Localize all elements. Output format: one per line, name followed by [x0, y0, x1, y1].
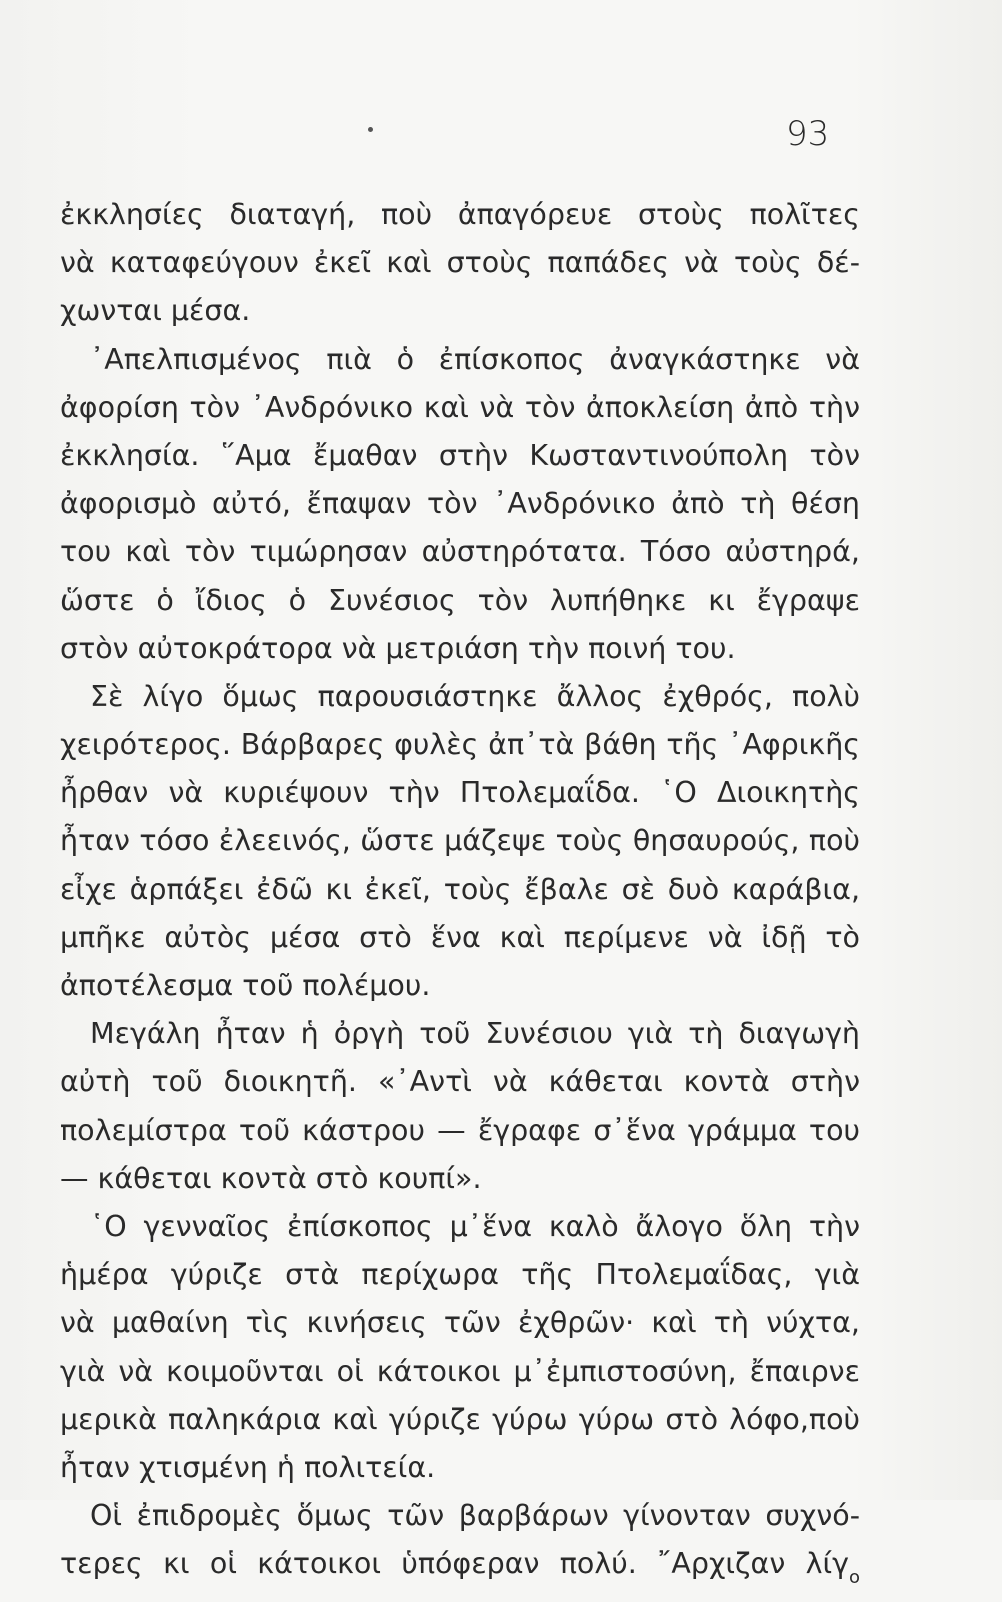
line-text: πολεμίστρα τοῦ κάστρου — ἔγραφε σ᾿ἕνα γράμμα του — [60, 1113, 860, 1147]
line-text: γιὰ νὰ κοιμοῦνται οἱ κάτοικοι μ᾿ἐμπιστοσύνη, ἔπαιρνε — [60, 1354, 860, 1388]
line-text: ἦταν χτισμένη ἡ πολιτεία. — [60, 1450, 436, 1484]
print-mark — [368, 127, 373, 132]
text-line — [60, 625, 860, 673]
text-line — [60, 432, 860, 480]
text-line — [60, 1010, 860, 1058]
text-line — [60, 1058, 860, 1106]
line-text: στὸν αὐτοκράτορα νὰ μετριάση τὴν ποινή του. — [60, 631, 736, 665]
line-text: ῾Ο γενναῖος ἐπίσκοπος μ᾿ἕνα καλὸ ἄλογο ὅλη τὴν — [90, 1209, 860, 1243]
catchword-subscript: ο — [848, 1567, 860, 1589]
text-line — [60, 673, 860, 721]
line-text: νὰ μαθαίνη τὶς κινήσεις τῶν ἐχθρῶν· καὶ τὴ νύχτα, — [60, 1306, 860, 1340]
text-line — [60, 769, 860, 817]
line-text: χωνται μέσα. — [60, 294, 251, 328]
line-text: ᾿Απελπισμένος πιὰ ὁ ἐπίσκοπος ἀναγκάστηκε νὰ — [90, 342, 860, 376]
text-line — [60, 1299, 860, 1347]
text-line — [60, 1348, 860, 1396]
text-line — [60, 287, 860, 335]
text-line — [60, 191, 860, 239]
line-text: ἡμέρα γύριζε στὰ περίχωρα τῆς Πτολεμαΐδας, γιὰ — [60, 1258, 860, 1292]
line-text: ἐκκλησίες διαταγή, ποὺ ἀπαγόρευε στοὺς πολῖτες — [60, 198, 860, 231]
text-line — [60, 384, 860, 432]
text-line — [60, 1251, 860, 1299]
line-text: ἀποτέλεσμα τοῦ πολέμου. — [60, 969, 431, 1002]
text-line — [60, 914, 860, 962]
text-line — [60, 480, 860, 528]
line-text: ἦταν τόσο ἐλεεινός, ὥστε μάζεψε τοὺς θησαυρούς, ποὺ — [60, 824, 860, 858]
text-line — [60, 1444, 860, 1492]
line-text: μερικὰ παληκάρια καὶ γύριζε γύρω γύρω στὸ λόφο,ποὺ — [60, 1402, 860, 1436]
text-line — [60, 817, 860, 865]
text-line — [60, 1107, 860, 1155]
line-text: Μεγάλη ἦταν ἡ ὀργὴ τοῦ Συνέσιου γιὰ τὴ διαγωγὴ — [90, 1017, 860, 1051]
line-text: ὥστε ὁ ἴδιος ὁ Συνέσιος τὸν λυπήθηκε κι ἔγραψε — [60, 583, 860, 617]
text-line — [60, 1155, 860, 1203]
text-line — [60, 239, 860, 287]
line-text: ἐκκλησία. ῞Αμα ἔμαθαν στὴν Κωσταντινούπολη τὸν — [60, 438, 860, 472]
line-text: Σὲ λίγο ὅμως παρουσιάστηκε ἄλλος ἐχθρός, πολὺ — [90, 679, 860, 713]
text-line — [60, 721, 860, 769]
line-text: τερες κι οἱ κάτοικοι ὑπόφεραν πολύ. ῎Αρχιζαν λίγ — [60, 1547, 849, 1581]
line-text: ἀφορίση τὸν ᾿Ανδρόνικο καὶ νὰ τὸν ἀποκλείση ἀπὸ τὴν — [60, 390, 860, 424]
line-text: αὐτὴ τοῦ διοικητῆ. «᾿Αντὶ νὰ κάθεται κοντὰ στὴν — [60, 1065, 860, 1099]
text-line — [60, 336, 860, 384]
line-text: νὰ καταφεύγουν ἐκεῖ καὶ στοὺς παπάδες νὰ τοὺς δέ- — [60, 246, 860, 280]
line-text: ἀφορισμὸ αὐτό, ἔπαψαν τὸν ᾿Ανδρόνικο ἀπὸ τὴ θέση — [60, 487, 860, 521]
body-text — [60, 191, 860, 1588]
line-text: του καὶ τὸν τιμώρησαν αὐστηρότατα. Τόσο αὐστηρά, — [60, 535, 860, 569]
text-line — [60, 577, 860, 625]
text-line — [60, 1492, 860, 1540]
text-line — [60, 866, 860, 914]
line-text: — κάθεται κοντὰ στὸ κουπί». — [60, 1161, 482, 1195]
text-line — [60, 1203, 860, 1251]
text-line — [60, 1396, 860, 1444]
line-text: μπῆκε αὐτὸς μέσα στὸ ἕνα καὶ περίμενε νὰ ἰδῇ τὸ — [60, 920, 860, 954]
text-line — [60, 962, 860, 1010]
line-text: Οἱ ἐπιδρομὲς ὅμως τῶν βαρβάρων γίνονταν συχνό- — [90, 1499, 860, 1533]
text-line — [60, 1540, 860, 1588]
line-text: χειρότερος. Βάρβαρες φυλὲς ἀπ᾿τὰ βάθη τῆς ᾿Αφρικῆς — [60, 728, 860, 762]
line-text: ἦρθαν νὰ κυριέψουν τὴν Πτολεμαΐδα. ῾Ο Διοικητὴς — [60, 776, 860, 810]
text-line — [60, 528, 860, 576]
page-number: 93 — [786, 114, 830, 154]
line-text: εἶχε ἁρπάξει ἐδῶ κι ἐκεῖ, τοὺς ἔβαλε σὲ δυὸ καράβια, — [60, 872, 860, 906]
